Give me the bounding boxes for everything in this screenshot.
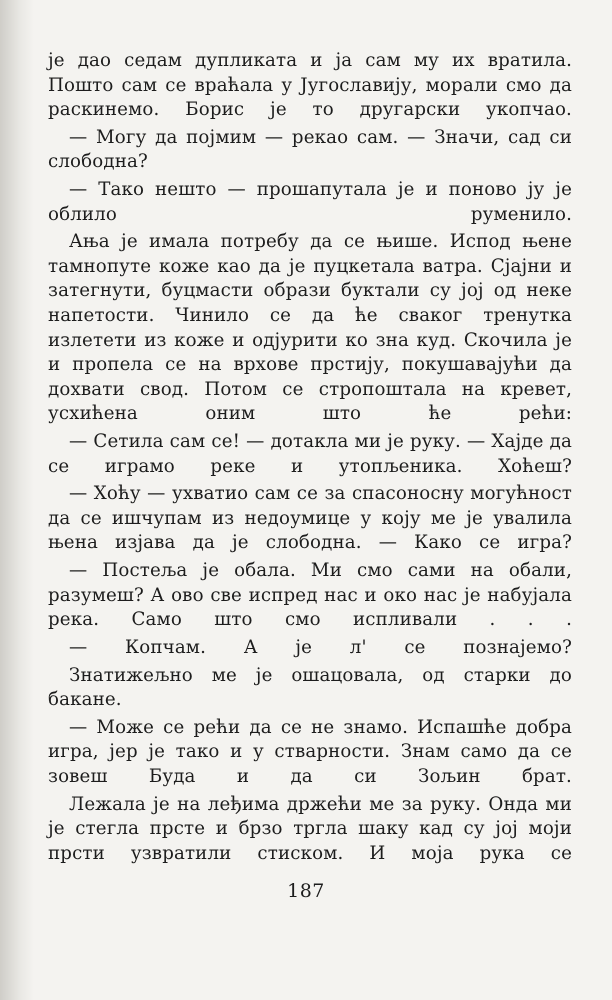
page-gutter-shadow [0, 0, 34, 1000]
body-text [48, 49, 572, 866]
paragraph-5: — Сетила сам се! — дотакла ми је руку. — Хајде да се играмо реке и утопљеника. Хоћеш? [48, 430, 572, 477]
paragraph-6: — Хоћу — ухватио сам се за спасоносну могућност да се ишчупам из недоумице у коју ме је увалила њена изјава да је слободна. — Како се игра? [48, 483, 572, 554]
paragraph-3: — Тако нешто — прошапутала је и поново ју је облило руменило. [48, 179, 572, 225]
paragraph-4: Ања је имала потребу да се њише. Испод њене тамнопуте коже као да је пуцкетала ватра. Сјајни и затегнути, буцмасти образи буктали су јој од неке напетости. Чинило се да ће сваког тренутка излетети из коже и одјурити ко зна куд. Скочила је и пропела се на врхове прстију, покушавајући да дохвати свод. Потом се стропоштала на кревет, усхићена оним што ће рећи: [48, 231, 572, 425]
paragraph-2: — Могу да појмим — рекао сам. — Значи, сад си слободна? [48, 126, 572, 173]
page-number: 187 [287, 880, 325, 902]
paragraph-11: Лежала је на леђима држећи ме за руку. Онда ми је стегла прсте и брзо тргла шаку кад су јој моји прсти узвратили стиском. И моја рука се [48, 793, 572, 864]
paragraph-8: — Копчам. А је л' се познајемо? [69, 636, 572, 658]
paragraph-10: — Може се рећи да се не знамо. Испашће добра игра, јер је тако и у стварности. Знам само да се зовеш Буда и да си Зољин брат. [48, 716, 572, 787]
paragraph-9: Знатижељно ме је ошацовала, од старки до бакане. [48, 664, 572, 711]
paragraph-7: — Постеља је обала. Ми смо сами на обали, разумеш? А ово све испред нас и око нас је набујала река. Само што смо испливали . . . [48, 560, 572, 631]
paragraph-1: је дао седам дупликата и ја сам му их вратила. Пошто сам се враћала у Југославију, морали смо да раскинемо. Борис је то другарски укопчао. [48, 50, 572, 121]
